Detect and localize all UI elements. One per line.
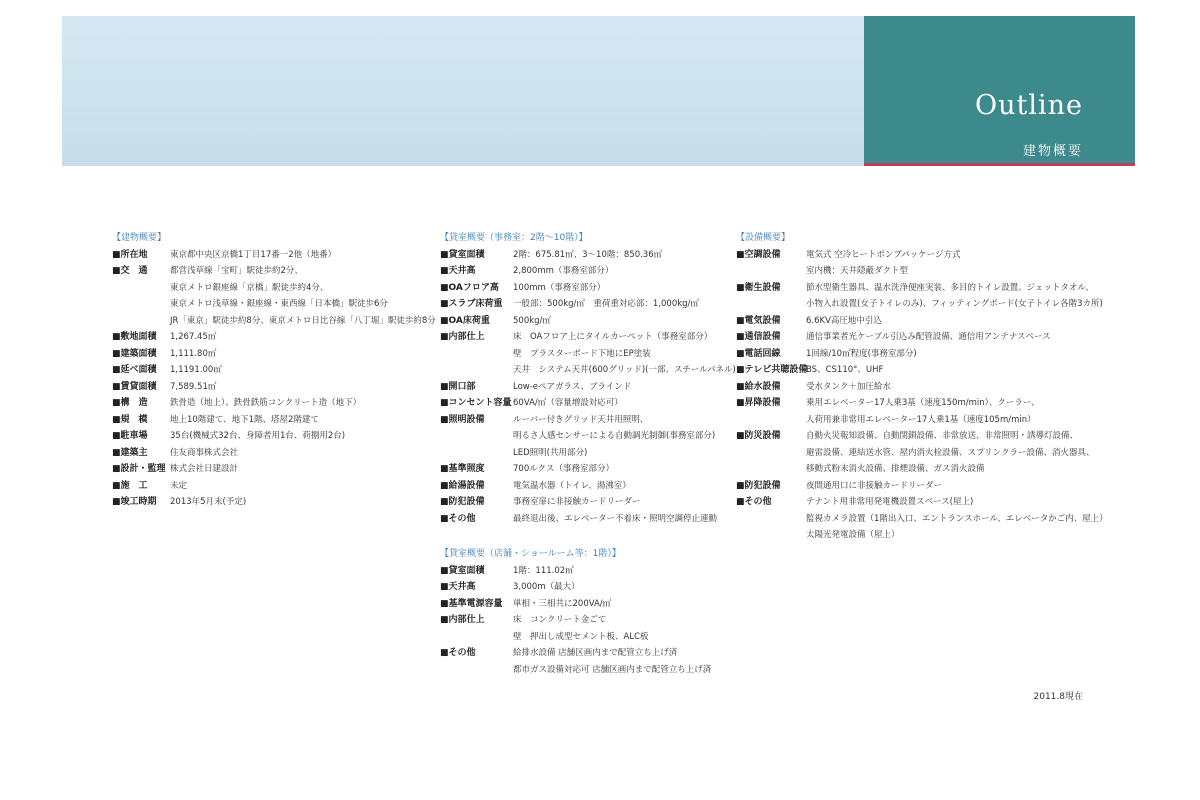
spec-label: ■基準照度 [440,464,485,474]
spec-row [736,428,1116,478]
spec-value-line: 人荷用兼非常用エレベーター17人乗1基（速度105m/min） [806,414,1036,425]
spec-value-line: 鉄骨造（地上）、鉄骨鉄筋コンクリート造（地下） [170,398,362,408]
spec-value-line: 床 OAフロア上にタイルカーペット（事務室部分） [513,332,713,342]
section-title: 【貸室概要（店舗・ショールーム等：1階）】 [440,549,621,559]
spec-row [736,247,1116,280]
spec-value-line: 700ルクス（事務室部分） [513,464,614,474]
spec-label: ■交 通 [112,266,148,276]
spec-value-line: 60VA/㎡（容量増設対応可） [513,398,623,408]
spec-value [170,379,412,396]
spec-row [112,445,412,462]
spec-value-line: 最終退出後、エレベーター不着床・照明空調停止連動 [513,513,718,524]
spec-value [513,329,740,379]
spec-value [806,494,1116,544]
spec-value-line: 1,267.45㎡ [170,332,217,342]
spec-value-line: 未定 [170,480,188,491]
spec-label: ■構 造 [112,398,148,408]
spec-value [513,612,740,645]
spec-row [736,494,1116,544]
spec-label: ■衛生設備 [736,282,781,293]
page-title: Outline [974,90,1083,121]
spec-row [112,494,412,511]
spec-value [170,329,412,346]
spec-value-line: 2013年5月末(予定) [170,497,247,507]
spec-value [513,247,740,264]
spec-label: ■内部仕上 [440,332,485,342]
spec-value [170,445,412,462]
spec-label: ■延べ面積 [112,365,157,375]
spec-value-line: Low-eペアガラス、ブラインド [513,381,632,392]
spec-label: ■その他 [736,497,772,507]
spec-value-line: 1階：111.02㎡ [513,565,574,576]
spec-row [112,461,412,478]
spec-row [440,296,740,313]
spec-label: ■規 模 [112,414,148,425]
spec-row [440,263,740,280]
spec-value [806,329,1116,346]
spec-row [440,645,740,678]
spec-row [112,247,412,264]
spec-value [513,263,740,280]
spec-label: ■所在地 [112,249,148,260]
spec-value-line: 受水タンク＋加圧給水 [806,381,891,392]
spec-value-line: 自動火災報知設備、自動閉鎖設備、非常放送、非常照明・誘導灯設備、 [806,431,1079,441]
spec-label: ■その他 [440,648,476,658]
spec-row [440,395,740,412]
spec-value [513,379,740,396]
spec-label: ■コンセント容量 [440,398,512,408]
spec-value [170,428,412,445]
spec-row [736,329,1116,346]
header-band [62,16,864,166]
equipment-section [736,230,1116,544]
spec-value [513,280,740,297]
spec-row [736,379,1116,396]
spec-label: ■天井高 [440,582,476,592]
page-subtitle: 建物概要 [1022,144,1083,159]
spec-label: ■OAフロア高 [440,282,499,293]
spec-label: ■施 工 [112,480,148,491]
spec-row [440,511,740,528]
spec-value [170,494,412,511]
header-title-block [864,16,1135,166]
section-title: 【貸室概要（事務室：2階〜10階）】 [440,233,588,243]
spec-row [112,346,412,363]
spec-label: ■設計・監理 [112,464,166,474]
spec-value [170,412,412,429]
spec-value-line: 監視カメラ設置（1階出入口、エントランスホール、エレベータかご内、屋上） [806,513,1108,524]
spec-value-line: 1回線/10㎡程度(事務室部分) [806,348,917,359]
spec-row [112,263,436,329]
spec-row [440,494,740,511]
spec-row [440,313,740,330]
spec-value [806,362,1116,379]
spec-value-line: 東京メトロ浅草線・銀座線・東西線「日本橋」駅徒歩6分 [170,299,388,309]
spec-value [170,478,412,495]
spec-label: ■敷地面積 [112,332,157,342]
spec-value-line: 夜間通用口に非接触カードリーダー [806,480,943,491]
spec-value [170,362,412,379]
spec-label: ■照明設備 [440,414,485,425]
spec-value-line: 3,000m（最大） [513,582,580,592]
spec-label: ■空調設備 [736,249,781,260]
spec-value [806,346,1116,363]
spec-label: ■OA床荷重 [440,315,490,326]
spec-row [112,329,412,346]
spec-row [736,280,1116,313]
spec-label: ■通信設備 [736,332,781,342]
spec-value-line: 明るさ人感センサーによる自動調光制御(事務室部分) [513,431,716,441]
spec-value-line: 給排水設備 店舗区画内まで配管立ち上げ済 [513,648,678,658]
spec-value-line: 1,1191.00㎡ [170,365,222,375]
spec-value-line: 電気温水器（トイレ、湯沸室） [513,480,631,491]
spec-row [112,478,412,495]
spec-value [513,395,740,412]
spec-value [806,395,1116,428]
spec-value-line: 1,111.80㎡ [170,348,217,359]
spec-label: ■基準電源容量 [440,598,503,609]
spec-row [440,596,740,613]
spec-label: ■建築面積 [112,348,157,359]
spec-value-line: JR「東京」駅徒歩約8分、東京メトロ日比谷線「八丁堀」駅徒歩約8分 [170,315,436,326]
spec-label: ■その他 [440,513,476,524]
building-outline-section [112,230,436,511]
spec-value-line: 移動式粉末消火設備、排煙設備、ガス消火設備 [806,464,985,474]
spec-value-line: 6.6KV高圧地中引込 [806,315,882,326]
spec-row [440,329,740,379]
spec-value [513,579,740,596]
spec-value-line: 35台(機械式32台、身障者用1台、荷捌用2台) [170,431,346,441]
spec-label: ■内部仕上 [440,615,485,625]
section-title: 【設備概要】 [736,233,791,243]
spec-value [513,494,740,511]
spec-value-line: 壁 押出し成型セメント板、ALC板 [513,631,649,642]
spec-row [440,563,740,580]
spec-value [513,645,740,678]
spec-value-line: 500kg/㎡ [513,315,551,326]
spec-value [513,478,740,495]
spec-value [513,461,740,478]
spec-label: ■防災設備 [736,431,781,441]
spec-value-line: 節水型衛生器具、温水洗浄便座実装、多目的トイレ設置、ジェットタオル、 [806,282,1094,293]
section-title: 【建物概要】 [112,233,167,243]
spec-value [513,596,740,613]
spec-value-line: 都市ガス設備対応可 店舗区画内まで配管立ち上げ済 [513,664,712,675]
spec-value-line: ルーバー付きグリッド天井用照明、 [513,414,649,425]
spec-value [513,563,740,580]
spec-value [806,313,1116,330]
spec-row [112,428,412,445]
spec-value-line: 地上10階建て、地下1階、塔屋2階建て [170,414,319,425]
spec-label: ■駐車場 [112,431,148,441]
spec-value-line: 乗用エレベーター17人乗3基（速度150m/min）、クーラー、 [806,398,1040,408]
spec-value-line: 避雷設備、連結送水管、屋内消火栓設備、スプリンクラー設備、消火器具、 [806,447,1095,458]
spec-value [806,247,1116,280]
spec-label: ■昇降設備 [736,398,781,408]
spec-row [112,412,412,429]
spec-row [440,280,740,297]
spec-label: ■防犯設備 [736,480,781,491]
spec-value [170,395,412,412]
spec-value [170,263,436,329]
spec-label: ■貸室面積 [440,565,485,576]
spec-value-line: 7,589.51㎡ [170,381,217,392]
date-note: 2011.8現在 [1033,692,1083,702]
spec-label: ■開口部 [440,381,476,392]
shop-rental-section [440,546,740,678]
office-rental-section [440,230,740,527]
spec-row [112,362,412,379]
spec-value-line: テナント用非常用発電機設置スペース(屋上) [806,497,974,507]
spec-value [806,280,1116,313]
spec-value-line: 東京メトロ銀座線「京橋」駅徒歩約4分、 [170,282,329,293]
spec-value [513,412,740,462]
spec-row [736,478,1116,495]
spec-value [513,313,740,330]
spec-row [112,379,412,396]
spec-value [513,296,740,313]
spec-row [112,395,412,412]
spec-value-line: 2,800mm（事務室部分） [513,266,614,276]
spec-label: ■電話回線 [736,348,781,359]
spec-row [440,247,740,264]
spec-row [440,379,740,396]
spec-value-line: 小物入れ設置(女子トイレのみ)、フィッティングボード(女子トイレ各階3カ所) [806,299,1103,309]
spec-value [806,428,1116,478]
spec-row [736,395,1116,428]
spec-value-line: 東京都中央区京橋1丁目17番一2他（地番） [170,249,337,260]
spec-value [170,247,412,264]
spec-label: ■竣工時期 [112,497,157,507]
spec-row [440,412,740,462]
spec-row [440,579,740,596]
spec-value-line: 単相・三相共に200VA/㎡ [513,598,612,609]
spec-label: ■賃貸面積 [112,381,157,392]
spec-label: ■テレビ共聴設備 [736,365,808,375]
spec-value-line: 太陽光発電設備（屋上） [806,530,900,540]
spec-value-line: 床 コンクリート金ごて [513,615,607,625]
spec-value-line: 天井 システム天井(600グリッド)(一部、スチールパネル) [513,365,736,375]
spec-row [440,461,740,478]
spec-value-line: 住友商事株式会社 [170,447,239,458]
spec-value [170,461,412,478]
spec-value-line: 通信事業者光ケーブル引込み配管設備、通信用アンテナスペース [806,332,1051,342]
spec-value [513,511,740,528]
spec-value-line: LED照明(共用部分) [513,447,588,458]
spec-row [736,346,1116,363]
spec-value-line: 100mm（事務室部分） [513,282,606,293]
spec-row [440,478,740,495]
spec-label: ■給湯設備 [440,480,485,491]
spec-value-line: 室内機：天井隠蔽ダクト型 [806,266,909,276]
spec-value-line: BS、CS110°、UHF [806,365,884,375]
spec-label: ■貸室面積 [440,249,485,260]
spec-value-line: 株式会社日建設計 [170,464,239,474]
spec-label: ■防犯設備 [440,497,485,507]
spec-value-line: 2階：675.81㎡、3〜10階：850.36㎡ [513,249,663,260]
spec-value [806,478,1116,495]
spec-value [170,346,412,363]
spec-label: ■天井高 [440,266,476,276]
spec-value-line: 電気式 空冷ヒートポンプパッケージ方式 [806,249,961,260]
spec-row [440,612,740,645]
spec-value [806,379,1116,396]
spec-value-line: 事務室扉に非接触カードリーダー [513,497,641,507]
spec-label: ■スラブ床荷重 [440,299,503,309]
spec-label: ■給水設備 [736,381,781,392]
spec-value-line: 壁 プラスターボード下地にEP塗装 [513,348,651,359]
spec-label: ■電気設備 [736,315,781,326]
spec-row [736,313,1116,330]
spec-value-line: 都営浅草線「宝町」駅徒歩約2分、 [170,266,303,276]
spec-value-line: 一般部：500kg/㎡ 重荷重対応部：1,000kg/㎡ [513,299,699,309]
spec-label: ■建築主 [112,447,148,458]
spec-row [736,362,1116,379]
